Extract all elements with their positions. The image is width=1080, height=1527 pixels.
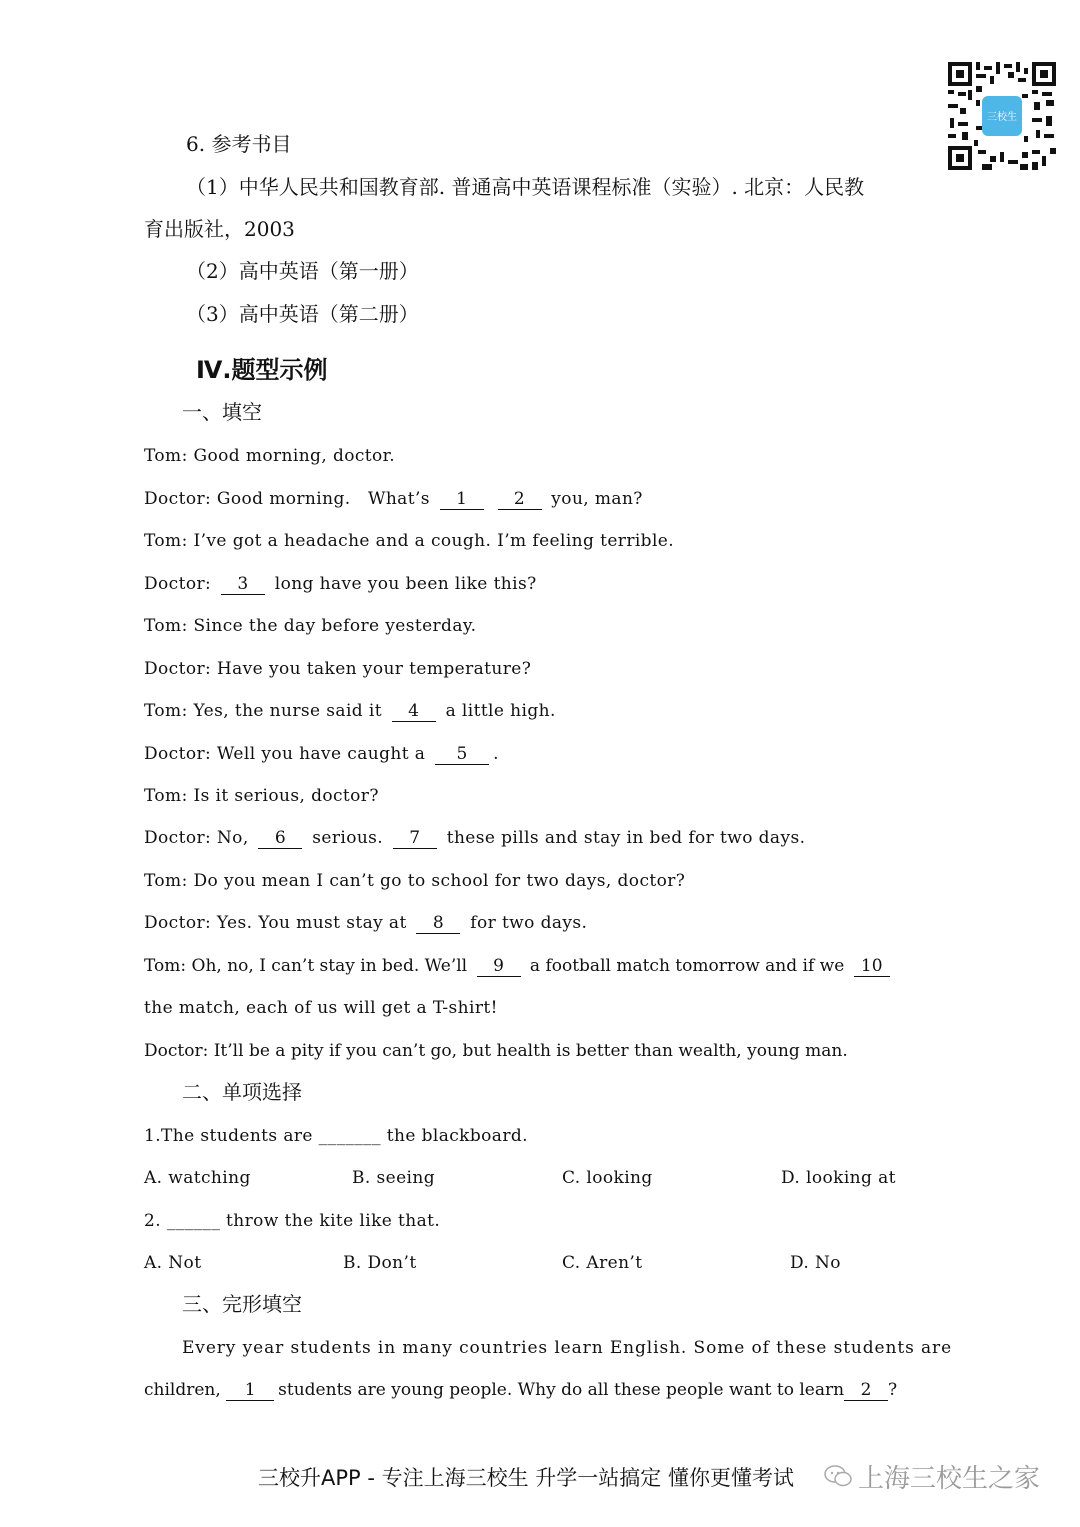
dialog-line: Doctor: No, 6 serious. 7 these pills and stay in bed for two days. xyxy=(144,828,806,848)
option-a: A. Not xyxy=(144,1253,202,1273)
dialog-line: Tom: Is it serious, doctor? xyxy=(144,786,379,806)
question-2: 2. ______ throw the kite like that. xyxy=(144,1211,441,1231)
wechat-icon xyxy=(824,1464,852,1488)
ref-item-1a: （1）中华人民共和国教育部. 普通高中英语课程标准（实验）. 北京：人民教 xyxy=(186,175,865,199)
blank: 1 xyxy=(440,489,484,510)
dialog-line: the match, each of us will get a T-shirt! xyxy=(144,998,498,1018)
option-a: A. watching xyxy=(144,1168,251,1188)
blank: 7 xyxy=(393,828,437,849)
dialog-line: Doctor: It’ll be a pity if you can’t go, but health is better than wealth, young man. xyxy=(144,1041,848,1061)
section-heading: Ⅳ.题型示例 xyxy=(196,356,328,384)
qr-code xyxy=(946,60,1058,172)
blank: 10 xyxy=(854,956,890,977)
footer-banner: 三校升APP - 专注上海三校生 升学一站搞定 懂你更懂考试 xyxy=(258,1466,794,1490)
dialog-line: Tom: I’ve got a headache and a cough. I’m feeling terrible. xyxy=(144,531,675,551)
question-1: 1.The students are _______ the blackboard. xyxy=(144,1126,528,1146)
blank: 2 xyxy=(844,1380,888,1401)
cloze-line: Every year students in many countries learn English. Some of these students are xyxy=(182,1338,953,1358)
cloze-line: children, 1 students are young people. Why do all these people want to learn 2 ? xyxy=(144,1380,898,1400)
blank: 4 xyxy=(392,701,436,722)
part1-title: 一、填空 xyxy=(182,400,262,424)
part3-title: 三、完形填空 xyxy=(182,1292,302,1316)
option-d: D. No xyxy=(790,1253,841,1273)
dialog-line: Tom: Yes, the nurse said it 4 a little high. xyxy=(144,701,556,721)
blank: 8 xyxy=(416,913,460,934)
ref-item-2: （2）高中英语（第一册） xyxy=(186,259,419,283)
dialog-line: Tom: Do you mean I can’t go to school for two days, doctor? xyxy=(144,871,686,891)
dialog-line: Doctor: Yes. You must stay at 8 for two days. xyxy=(144,913,588,933)
blank: 2 xyxy=(498,489,542,510)
dialog-line: Doctor: Well you have caught a 5 . xyxy=(144,744,499,764)
qr-label: 三校生 xyxy=(987,112,1017,123)
dialog-line: Tom: Oh, no, I can’t stay in bed. We’ll 9 a football match tomorrow and if we 10 xyxy=(144,954,894,978)
option-b: B. Don’t xyxy=(343,1253,417,1273)
option-c: C. looking xyxy=(562,1168,653,1188)
part2-title: 二、单项选择 xyxy=(182,1080,302,1104)
blank: 6 xyxy=(258,828,302,849)
blank: 9 xyxy=(477,956,521,977)
dialog-line: Tom: Since the day before yesterday. xyxy=(144,616,477,636)
blank: 5 xyxy=(435,744,489,765)
watermark: 上海三校生之家 xyxy=(858,1464,1041,1494)
dialog-line: Doctor: Have you taken your temperature? xyxy=(144,659,532,679)
dialog-line: Tom: Good morning, doctor. xyxy=(144,446,396,466)
option-d: D. looking at xyxy=(781,1168,896,1188)
ref-item-1b: 育出版社，2003 xyxy=(144,217,295,241)
option-c: C. Aren’t xyxy=(562,1253,643,1273)
ref-item-3: （3）高中英语（第二册） xyxy=(186,302,419,326)
dialog-line: Doctor: Good morning. What’s 1 2 you, man? xyxy=(144,489,643,509)
option-b: B. seeing xyxy=(352,1168,436,1188)
blank: 1 xyxy=(226,1380,274,1401)
dialog-line: Doctor: 3 long have you been like this? xyxy=(144,574,537,594)
blank: 3 xyxy=(221,574,265,595)
refs-title: 6. 参考书目 xyxy=(186,132,292,156)
